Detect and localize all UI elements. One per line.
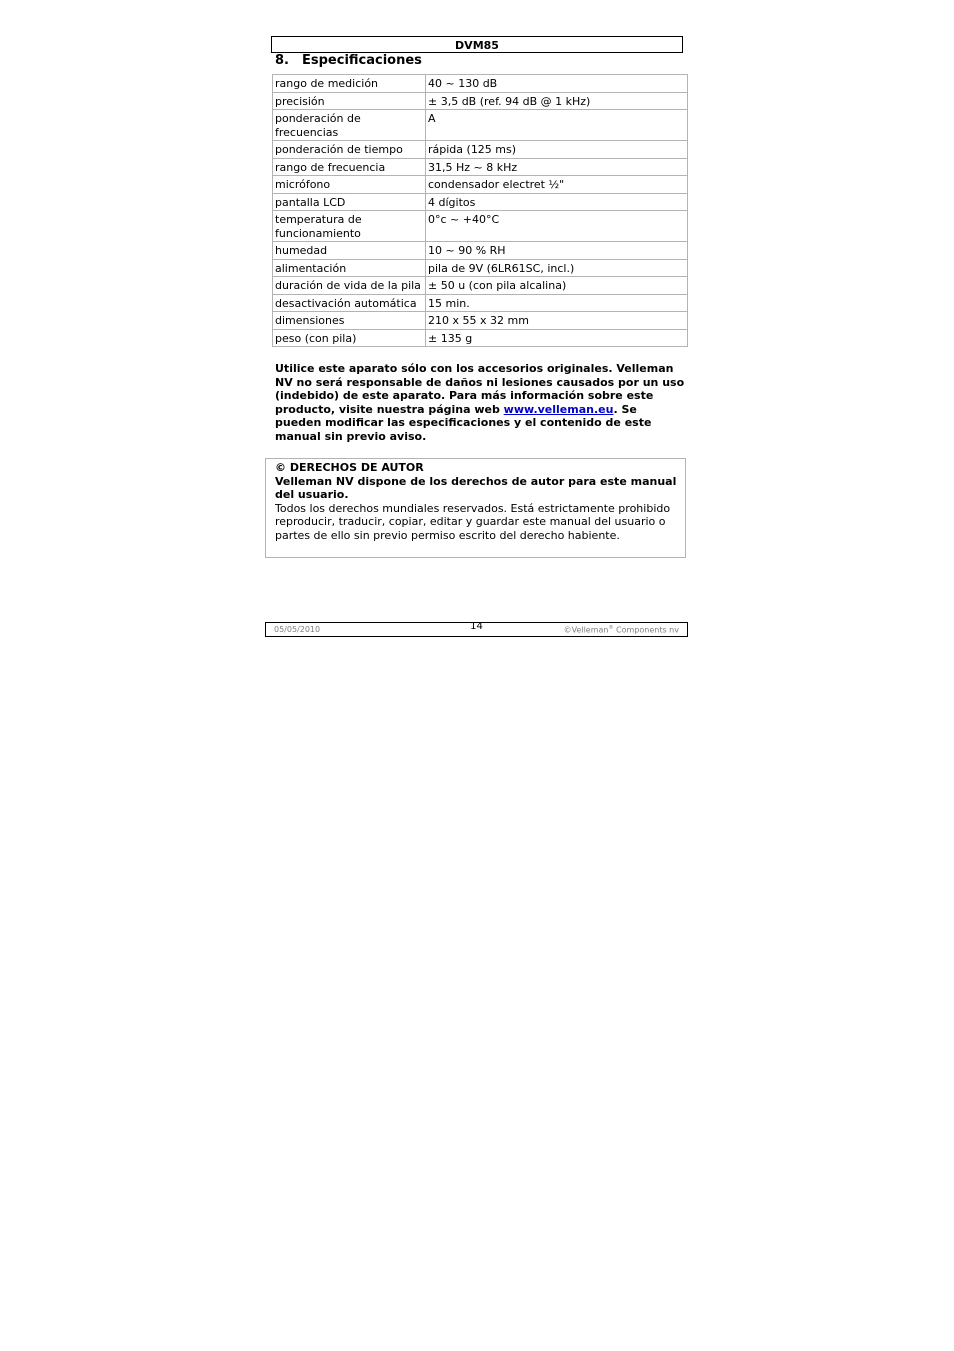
spec-label: duración de vida de la pila: [273, 277, 426, 295]
page-number: 14: [470, 621, 483, 632]
spec-value: ± 50 u (con pila alcalina): [426, 277, 688, 295]
copyright-title: © DERECHOS DE AUTOR: [275, 461, 424, 474]
table-row: [273, 259, 688, 277]
velleman-website-link[interactable]: www.velleman.eu: [503, 402, 614, 416]
spec-label: rango de medición: [273, 75, 426, 93]
table-row: [273, 277, 688, 295]
spec-label: desactivación automática: [273, 294, 426, 312]
table-row: [273, 329, 688, 347]
spec-label: peso (con pila): [273, 329, 426, 347]
spec-label: temperatura de funcionamiento: [273, 211, 426, 242]
specifications-table: [272, 74, 688, 347]
spec-value: 40 ~ 130 dB: [426, 75, 688, 93]
table-row: [273, 110, 688, 141]
spec-value: 15 min.: [426, 294, 688, 312]
table-row: [273, 294, 688, 312]
table-row: [273, 193, 688, 211]
footer-date: 05/05/2010: [274, 625, 321, 634]
spec-value: 0°c ~ +40°C: [426, 211, 688, 242]
registered-mark: ®: [608, 625, 614, 631]
copyright-box: [265, 458, 686, 558]
table-row: [273, 312, 688, 330]
copyright-owner-text: Velleman NV dispone de los derechos de autor para este manual del usuario.: [275, 474, 677, 502]
table-row: [273, 242, 688, 260]
spec-value: ± 135 g: [426, 329, 688, 347]
table-row: [273, 158, 688, 176]
section-number: 8.: [275, 53, 289, 68]
spec-value: 31,5 Hz ~ 8 kHz: [426, 158, 688, 176]
spec-label: dimensiones: [273, 312, 426, 330]
usage-notice: [275, 362, 685, 444]
spec-label: alimentación: [273, 259, 426, 277]
spec-label: ponderación de frecuencias: [273, 110, 426, 141]
spec-value: ± 3,5 dB (ref. 94 dB @ 1 kHz): [426, 92, 688, 110]
table-row: [273, 141, 688, 159]
footer-copyright: ©Velleman® Components nv: [563, 625, 679, 635]
table-row: [273, 75, 688, 93]
notice-text-before: Utilice este aparato sólo con los accesorios originales. Velleman NV no será responsable de daños ni lesiones causados por un uso (indebido) de este aparato. Para más información sobre este producto, visite nuestra página web: [275, 362, 685, 416]
spec-label: rango de frecuencia: [273, 158, 426, 176]
table-row: [273, 176, 688, 194]
page-footer: [265, 622, 688, 637]
spec-label: humedad: [273, 242, 426, 260]
spec-label: precisión: [273, 92, 426, 110]
document-header: [271, 36, 683, 53]
spec-value: condensador electret ½": [426, 176, 688, 194]
spec-value: 4 dígitos: [426, 193, 688, 211]
spec-label: pantalla LCD: [273, 193, 426, 211]
copyright-body-text: Todos los derechos mundiales reservados. Está estrictamente prohibido reproducir, traducir, copiar, editar y guardar este manual del usuario o partes de ello sin previo permiso escrito del derecho habiente.: [275, 501, 671, 542]
spec-label: micrófono: [273, 176, 426, 194]
table-row: [273, 92, 688, 110]
notice-text-after: . Se pueden modificar las especificaciones y el contenido de este manual sin previo aviso.: [275, 402, 652, 443]
spec-value: 10 ~ 90 % RH: [426, 242, 688, 260]
spec-value: 210 x 55 x 32 mm: [426, 312, 688, 330]
spec-value: pila de 9V (6LR61SC, incl.): [426, 259, 688, 277]
table-row: [273, 211, 688, 242]
model-name: DVM85: [455, 39, 499, 52]
section-heading: Especificaciones: [302, 53, 422, 68]
spec-value: rápida (125 ms): [426, 141, 688, 159]
section-title: [275, 53, 422, 69]
spec-label: ponderación de tiempo: [273, 141, 426, 159]
spec-value: A: [426, 110, 688, 141]
